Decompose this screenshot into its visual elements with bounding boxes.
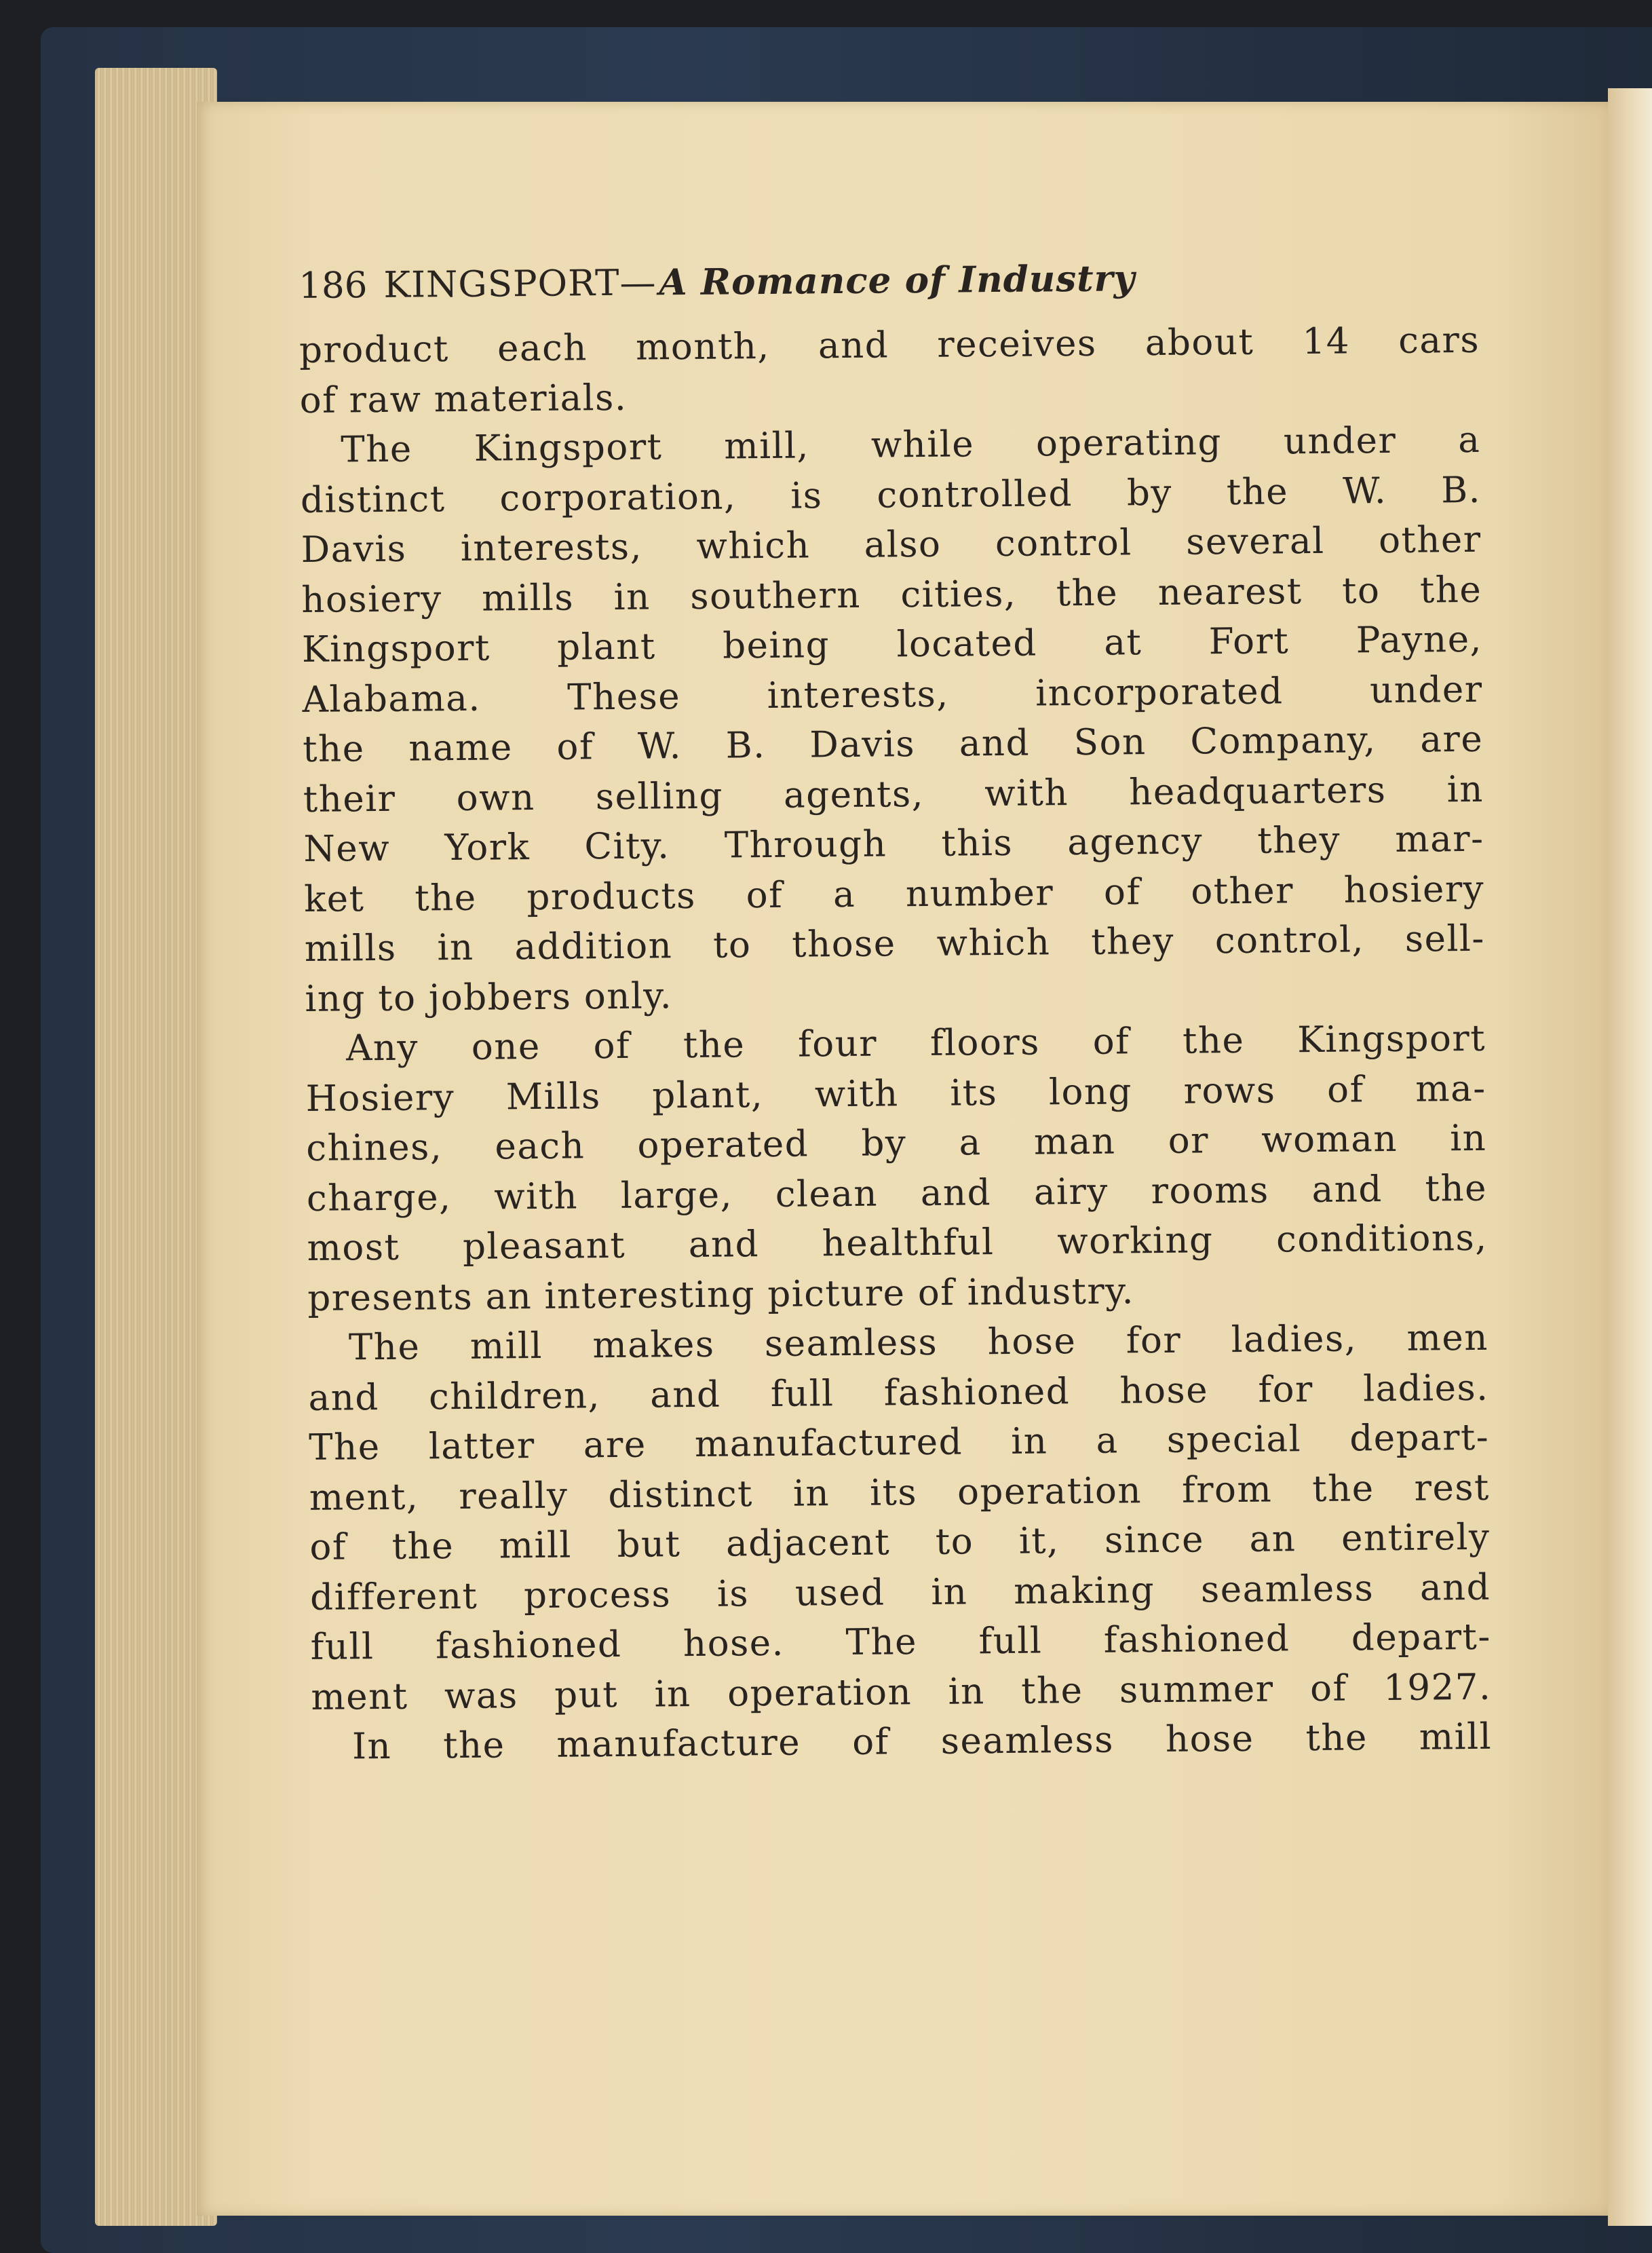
text-line: their own selling agents, with headquarters in xyxy=(303,768,1484,820)
page-text xyxy=(299,254,1495,2138)
text-line: Davis interests, which also control several other xyxy=(301,518,1482,571)
text-line: ment, really distinct in its operation from the rest xyxy=(309,1466,1491,1519)
text-line: mills in addition to those which they control, sell- xyxy=(304,917,1486,970)
text-line: ing to jobbers only. xyxy=(305,974,673,1020)
text-line: and children, and full fashioned hose for ladies. xyxy=(308,1367,1489,1419)
text-line: Any one of the four floors of the Kingsport xyxy=(345,1017,1486,1069)
text-line: the name of W. B. Davis and Son Company, are xyxy=(302,718,1484,770)
running-header xyxy=(109,254,1480,328)
text-line: ket the products of a number of other hosiery xyxy=(303,868,1485,920)
text-line: The mill makes seamless hose for ladies, men xyxy=(348,1317,1489,1369)
running-title: KINGSPORT— xyxy=(383,262,657,306)
page-number: 186 xyxy=(299,265,368,307)
text-line: distinct corporation, is controlled by the W. B. xyxy=(300,469,1482,521)
text-line: full fashioned hose. The full fashioned depart- xyxy=(310,1616,1491,1668)
text-line: of the mill but adjacent to it, since an entirely xyxy=(309,1516,1491,1568)
text-line: The latter are manufactured in a special depart- xyxy=(308,1416,1490,1469)
facing-page-edge xyxy=(1608,88,1652,2226)
text-line: The Kingsport mill, while operating under a xyxy=(341,419,1481,471)
text-line: New York City. Through this agency they mar- xyxy=(303,818,1484,870)
text-line: Kingsport plant being located at Fort Payne, xyxy=(301,618,1483,670)
text-line: charge, with large, clean and airy rooms and the xyxy=(306,1167,1488,1219)
text-line: product each month, and receives about 14 cars xyxy=(299,319,1480,371)
text-line: presents an interesting picture of industry. xyxy=(307,1270,1135,1319)
running-subtitle: A Romance of Industry xyxy=(659,257,1136,304)
text-line: In the manufacture of seamless hose the mill xyxy=(351,1716,1493,1768)
text-line: ment was put in operation in the summer of 1927. xyxy=(311,1666,1492,1718)
text-line: of raw materials. xyxy=(299,377,628,421)
text-line: Alabama. These interests, incorporated under xyxy=(302,668,1483,721)
text-line: Hosiery Mills plant, with its long rows of ma- xyxy=(305,1067,1486,1120)
text-line: chines, each operated by a man or woman in xyxy=(306,1117,1487,1169)
text-line: different process is used in making seamless and xyxy=(309,1566,1491,1618)
text-line: most pleasant and healthful working conditions, xyxy=(307,1217,1488,1269)
text-line: hosiery mills in southern cities, the nearest to the xyxy=(301,569,1482,621)
